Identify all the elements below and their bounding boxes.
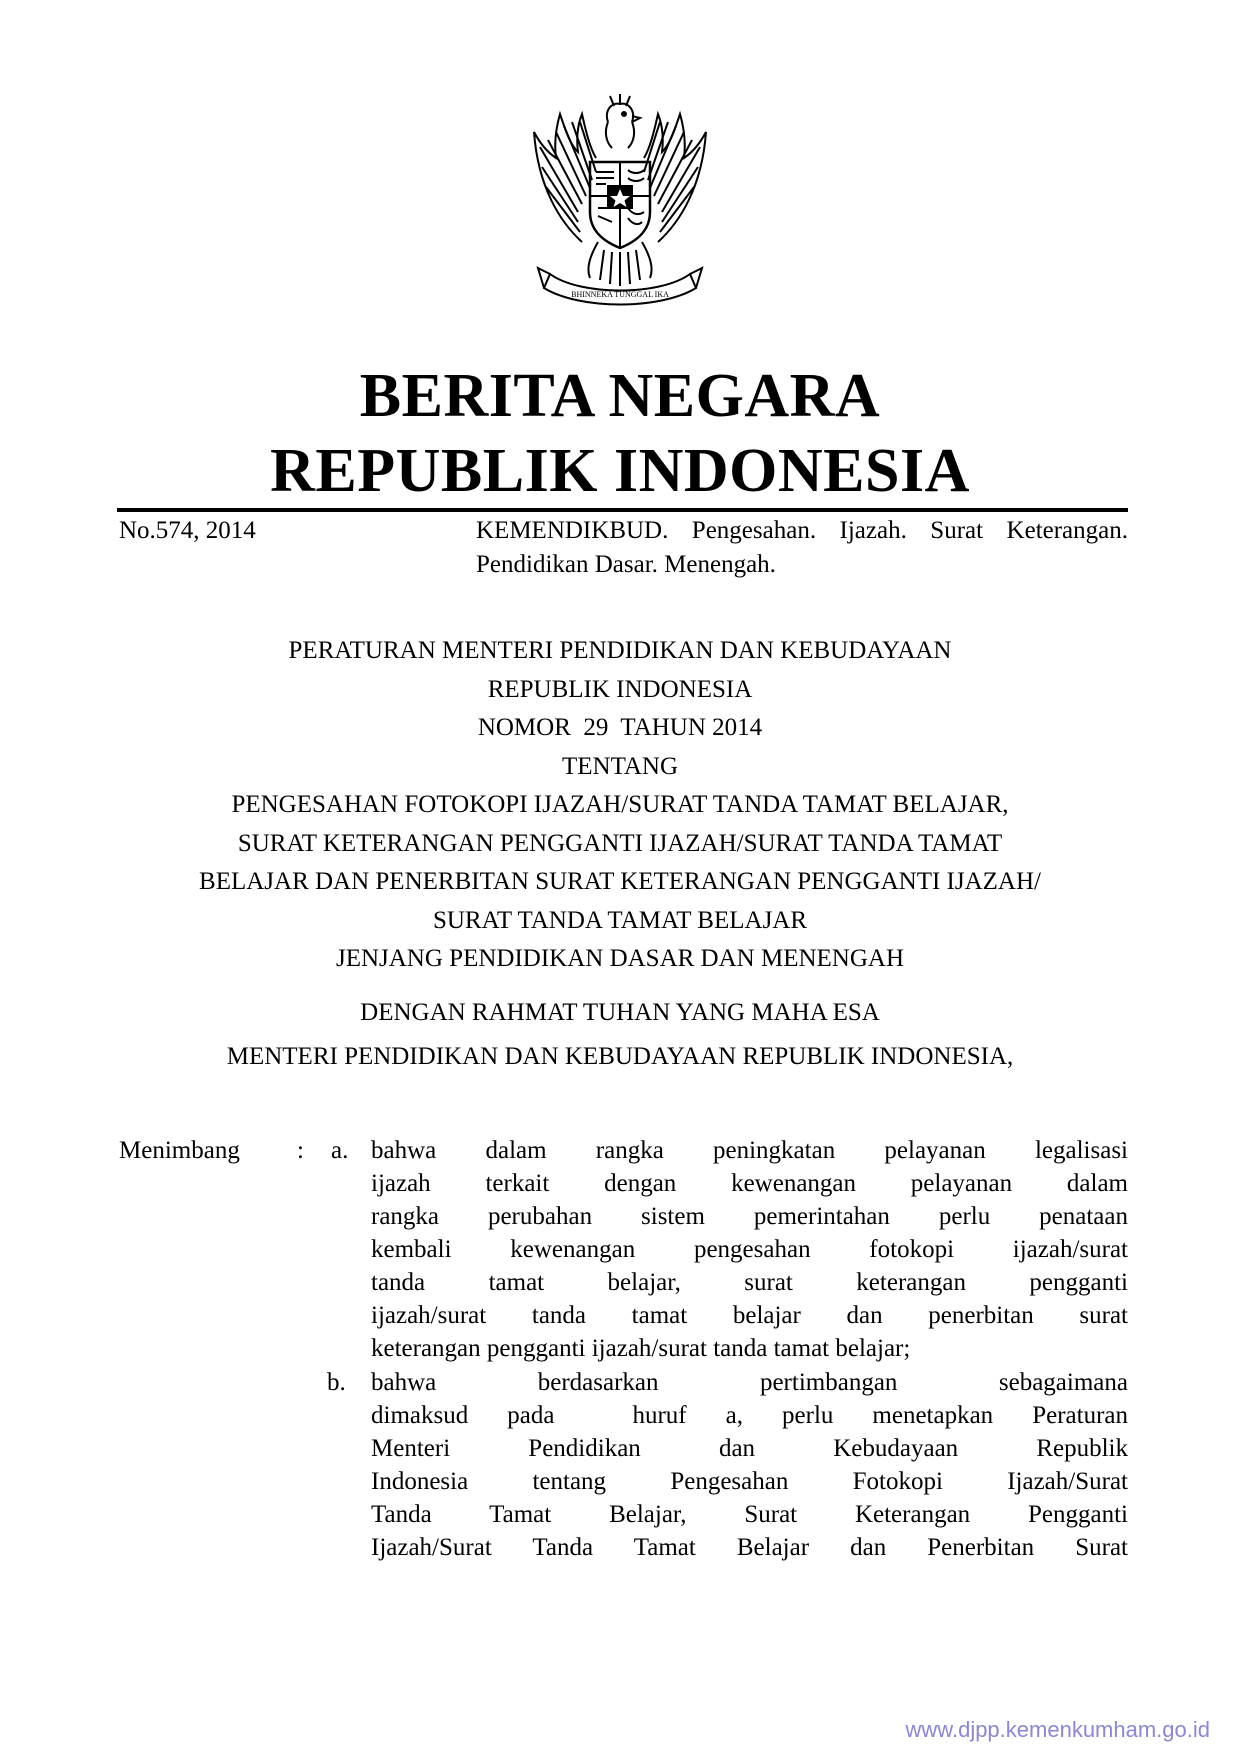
considering-item-b bbox=[371, 1366, 1128, 1564]
text-line: Ijazah/Surat Tanda Tamat Belajar dan Penerbitan Surat bbox=[371, 1534, 1128, 1561]
heading-line: JENJANG PENDIDIKAN DASAR DAN MENENGAH bbox=[335, 945, 905, 972]
invocation: DENGAN RAHMAT TUHAN YANG MAHA ESA bbox=[360, 999, 880, 1026]
regulation-heading bbox=[100, 632, 1140, 979]
gazette-subject: KEMENDIKBUD. Pengesahan. Ijazah. Surat Keterangan. Pendidikan Dasar. Menengah. bbox=[476, 517, 1128, 578]
gazette-title-line2: REPUBLIK INDONESIA bbox=[270, 437, 970, 505]
heading-line: PERATURAN MENTERI PENDIDIKAN DAN KEBUDAYAAN bbox=[288, 637, 952, 664]
title-divider bbox=[117, 508, 1128, 512]
text-line: Tanda Tamat Belajar, Surat Keterangan Pengganti bbox=[371, 1501, 1128, 1528]
text-line: tanda tamat belajar, surat keterangan pengganti bbox=[371, 1269, 1128, 1296]
heading-line: SURAT KETERANGAN PENGGANTI IJAZAH/SURAT TANDA TAMAT bbox=[237, 829, 1003, 857]
emblem-motto: BHINNEKA TUNGGAL IKA bbox=[571, 290, 669, 299]
considering-label: Menimbang bbox=[119, 1137, 240, 1164]
gazette-number: No.574, 2014 bbox=[119, 517, 256, 544]
text-line: bahwa dalam rangka peningkatan pelayanan legalisasi bbox=[371, 1137, 1128, 1164]
text-line: ijazah terkait dengan kewenangan pelayanan dalam bbox=[371, 1170, 1128, 1197]
considering-item-letter: b. bbox=[327, 1369, 346, 1396]
considering-colon: : bbox=[297, 1137, 304, 1164]
text-line: keterangan pengganti ijazah/surat tanda tamat belajar; bbox=[371, 1335, 911, 1362]
text-line: kembali kewenangan pengesahan fotokopi ijazah/surat bbox=[371, 1236, 1128, 1263]
considering-item-letter: a. bbox=[331, 1137, 349, 1164]
text-line: rangka perubahan sistem pemerintahan perlu penataan bbox=[371, 1203, 1128, 1230]
heading-line: SURAT TANDA TAMAT BELAJAR bbox=[432, 906, 808, 934]
issuer: MENTERI PENDIDIKAN DAN KEBUDAYAAN REPUBLIK INDONESIA, bbox=[226, 1043, 1014, 1070]
footer-url: www.djpp.kemenkumham.go.id bbox=[905, 1717, 1210, 1742]
text-line: bahwa berdasarkan pertimbangan sebagaimana bbox=[371, 1369, 1128, 1396]
considering-item-a bbox=[371, 1134, 1128, 1365]
heading-line: BELAJAR DAN PENERBITAN SURAT KETERANGAN PENGGANTI IJAZAH/ bbox=[199, 868, 1041, 895]
text-line: ijazah/surat tanda tamat belajar dan penerbitan surat bbox=[371, 1302, 1128, 1329]
heading-line: REPUBLIK INDONESIA bbox=[487, 675, 753, 703]
heading-line: TENTANG bbox=[561, 752, 679, 780]
gazette-title-line1: BERITA NEGARA bbox=[359, 362, 881, 430]
text-line: dimaksud pada huruf a, perlu menetapkan Peraturan bbox=[371, 1402, 1128, 1429]
heading-line: PENGESAHAN FOTOKOPI IJAZAH/SURAT TANDA TAMAT BELAJAR, bbox=[231, 791, 1009, 818]
text-line: Menteri Pendidikan dan Kebudayaan Republik bbox=[371, 1435, 1128, 1462]
heading-line: NOMOR 29 TAHUN 2014 bbox=[477, 714, 763, 741]
text-line: Indonesia tentang Pengesahan Fotokopi Ijazah/Surat bbox=[371, 1468, 1128, 1495]
garuda-emblem bbox=[520, 92, 720, 312]
